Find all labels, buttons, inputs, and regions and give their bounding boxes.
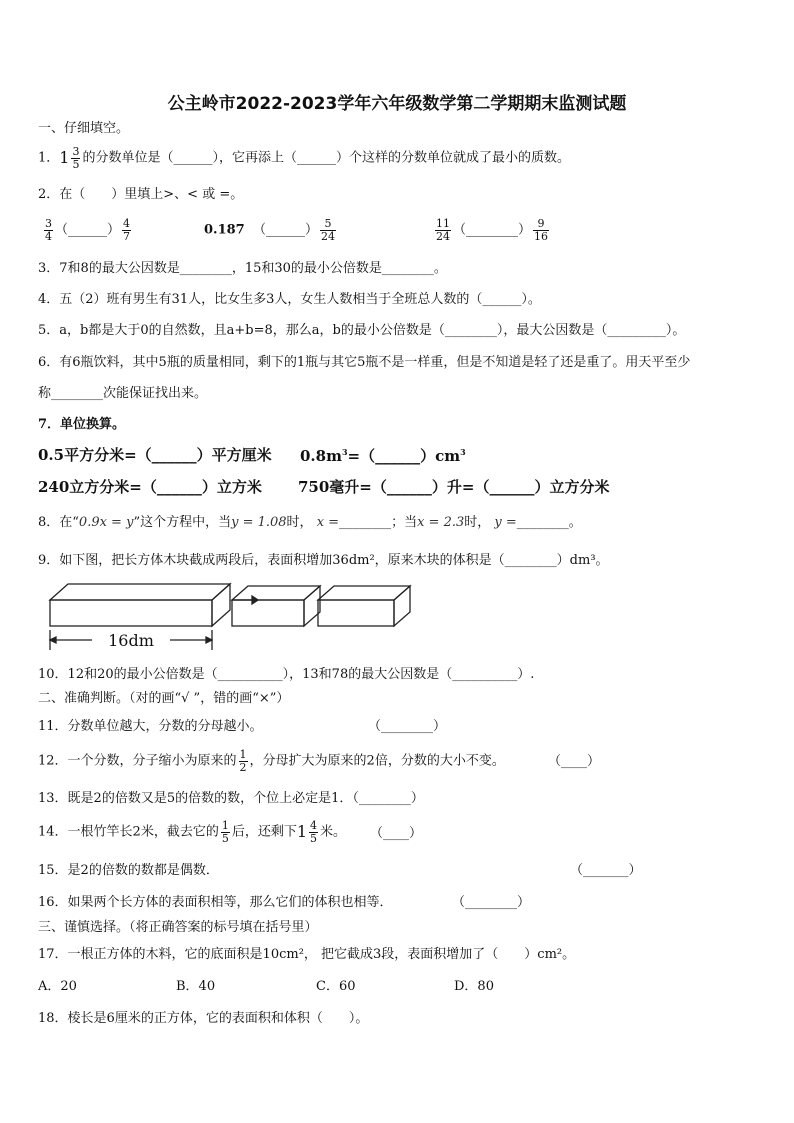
q1-number: 1． [38, 150, 60, 166]
q9-block-figure [44, 580, 424, 656]
q8-part-6: ________。 [516, 515, 582, 530]
question-8 [38, 516, 582, 529]
q8-equation: 0.9x = y [78, 515, 134, 530]
q14-fraction [221, 820, 230, 844]
q2c-right-numerator: 9 [533, 218, 549, 231]
q2c-right-denominator: 16 [534, 229, 549, 243]
q8-y-value: y = 1.08 [231, 515, 287, 530]
question-4: 4．五（2）班有男生有31人，比女生多3人，女生人数相当于全班总人数的（______）。 [38, 292, 541, 307]
q14-part-2: 后，还剩下 [231, 824, 297, 840]
q2c-blank: （________） [453, 222, 532, 238]
question-10: 10．12和20的最小公倍数是（__________），13和78的最大公因数是（__________）. [38, 667, 535, 682]
section-1-heading: 一、仔细填空。 [38, 121, 130, 136]
q1-whole: 1 [59, 148, 70, 168]
section-2-heading: 二、准确判断。（对的画“√ ”，错的画“×”） [38, 691, 290, 706]
q2-item-b [204, 218, 338, 242]
q16-answer-blank: （________） [452, 895, 531, 910]
question-15: 15．是2的倍数的数都是偶数． [38, 863, 219, 878]
q2c-left-denominator: 24 [436, 229, 450, 243]
q11-answer-blank: （________） [368, 719, 447, 734]
q2c-left-numerator: 11 [436, 217, 450, 230]
question-6-line-1: 6．有6瓶饮料，其中5瓶的质量相同，剩下的1瓶与其它5瓶不是一样重，但是不知道是轻了还是重了。用天平至少 [38, 355, 691, 370]
q9-length-label: 16dm [108, 631, 154, 650]
q7-conversion-2-left: 0.8m [300, 447, 342, 465]
q17-option-c: C．60 [316, 979, 356, 994]
question-12 [38, 749, 505, 773]
q12-part-2: ，分母扩大为原来的2倍，分数的大小不变。 [249, 753, 505, 769]
question-16: 16．如果两个长方体的表面积相等，那么它们的体积也相等． [38, 895, 393, 910]
q2b-right-denominator: 24 [321, 229, 335, 243]
page-title: 公主岭市2022-2023学年六年级数学第二学期期末监测试题 [167, 94, 627, 114]
q14-mixed-denominator: 5 [310, 831, 318, 845]
q2a-left-numerator: 3 [45, 217, 52, 230]
q14-answer-blank: （____） [370, 826, 423, 841]
q8-part-4: ________；当 [339, 515, 418, 530]
q14-part-1: 14．一根竹竿长2米，截去它的 [38, 824, 219, 840]
q15-answer-blank: （_______） [570, 863, 642, 878]
q8-part-2: ”这个方程中，当 [133, 515, 232, 530]
q12-fraction [239, 749, 248, 773]
q2b-left-value: 0.187 [204, 222, 245, 238]
q2a-right-numerator: 4 [123, 217, 131, 230]
question-6-line-2: 称________次能保证找出来。 [38, 386, 208, 401]
q14-mixed-fraction [309, 820, 318, 844]
question-7: 7．单位换算。 [38, 417, 126, 432]
question-5: 5．a，b都是大于0的自然数，且a+b=8，那么a，b的最小公倍数是（________），最大公因数是（_________）。 [38, 323, 686, 338]
section-3-heading: 三、谨慎选择。（将正确答案的标号填在括号里） [38, 920, 318, 935]
q14-mixed-numerator: 4 [310, 819, 318, 832]
question-17: 17．一根正方体的木料，它的底面积是10cm²， 把它截成3段，表面积增加了（ ）cm²。 [38, 947, 576, 962]
q2b-right-numerator: 5 [320, 218, 336, 231]
q12-part-1: 12．一个分数，分子缩小为原来的 [38, 753, 237, 769]
q2a-right-fraction [122, 218, 131, 242]
q1-numerator: 3 [72, 145, 80, 158]
question-9: 9．如下图，把长方体木块截成两段后，表面积增加36dm²，原来木块的体积是（________）dm³。 [38, 553, 609, 568]
q2a-left-fraction [44, 218, 53, 242]
q8-part-1: 8．在“ [38, 515, 79, 530]
q2c-right-fraction [533, 218, 549, 242]
q7-conversion-2-right: =（______）cm [347, 447, 461, 465]
question-13: 13．既是2的倍数又是5的倍数的数，个位上必定是1．（________） [38, 791, 424, 806]
q12-denominator: 2 [239, 760, 247, 774]
q14-part-3: 米。 [320, 824, 347, 840]
q2a-right-denominator: 7 [123, 229, 131, 243]
q17-option-d: D．80 [454, 979, 494, 994]
q2-item-c [433, 218, 551, 242]
q2-item-a [42, 218, 133, 242]
question-3: 3．7和8的最大公因数是________，15和30的最小公倍数是________。 [38, 261, 447, 276]
q2b-right-fraction [320, 218, 336, 242]
q7-conversion-2: $0.8m^3=(\_\_\_\_\_\_)cm^3$ [300, 447, 466, 465]
q8-part-5: 时， [464, 515, 491, 530]
q17-option-b: B．40 [176, 979, 216, 994]
q8-x-label: x = [316, 515, 340, 530]
q12-numerator: 1 [239, 748, 247, 761]
q12-answer-blank: （____） [548, 754, 601, 769]
q1-text: 的分数单位是（______），它再添上（______）个这样的分数单位就成了最小的质数。 [82, 150, 570, 166]
q17-option-a: A．20 [38, 979, 77, 994]
q7-conversion-1: 0.5平方分米=（______）平方厘米 [38, 446, 272, 464]
q14-whole: 1 [296, 822, 308, 842]
q14-denominator: 5 [221, 831, 229, 845]
q2a-blank: （______） [55, 222, 121, 238]
q1-fraction [71, 146, 80, 170]
question-2: 2．在（ ）里填上>、< 或 =。 [38, 187, 244, 202]
q14-numerator: 1 [221, 819, 229, 832]
q2b-blank: （______） [252, 222, 318, 238]
question-11: 11．分数单位越大，分数的分母越小。 [38, 719, 263, 734]
q8-y-label: y = [494, 515, 517, 530]
q7-conversion-3: 240立方分米=（______）立方米 [38, 478, 262, 496]
question-18: 18．棱长是6厘米的正方体，它的表面积和体积（ ）。 [38, 1011, 369, 1026]
q8-x-value: x = 2.3 [417, 515, 465, 530]
question-1 [38, 146, 570, 170]
q2a-left-denominator: 4 [45, 229, 52, 243]
q1-denominator: 5 [72, 157, 80, 171]
q2c-left-fraction [435, 218, 451, 242]
q8-part-3: 时， [286, 515, 313, 530]
q7-conversion-4: 750毫升=（______）升=（______）立方分米 [298, 478, 610, 496]
question-14 [38, 820, 346, 844]
